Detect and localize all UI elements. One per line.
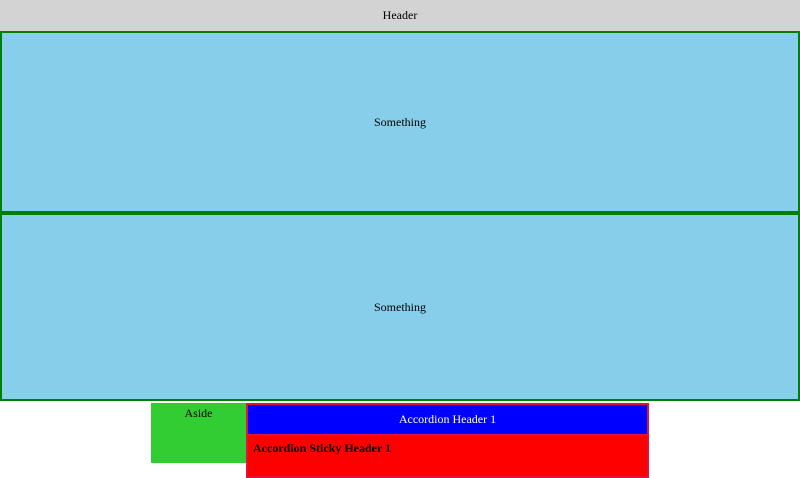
- bottom-row: [0, 403, 800, 478]
- section-label: Something: [373, 114, 426, 129]
- aside-label: Aside: [184, 406, 213, 420]
- accordion: [246, 403, 649, 478]
- section-label: Something: [373, 299, 426, 314]
- aside-panel: [151, 403, 246, 463]
- page-header: [0, 0, 800, 31]
- section-something-1: [0, 31, 800, 213]
- accordion-header-button[interactable]: [248, 405, 647, 436]
- section-something-2: [0, 213, 800, 401]
- accordion-content-panel: [248, 436, 647, 476]
- accordion-sticky-header[interactable]: Accordion Sticky Header 1: [253, 441, 392, 455]
- page-header-label: Header: [382, 8, 418, 22]
- accordion-header-label: Accordion Header 1: [398, 412, 497, 426]
